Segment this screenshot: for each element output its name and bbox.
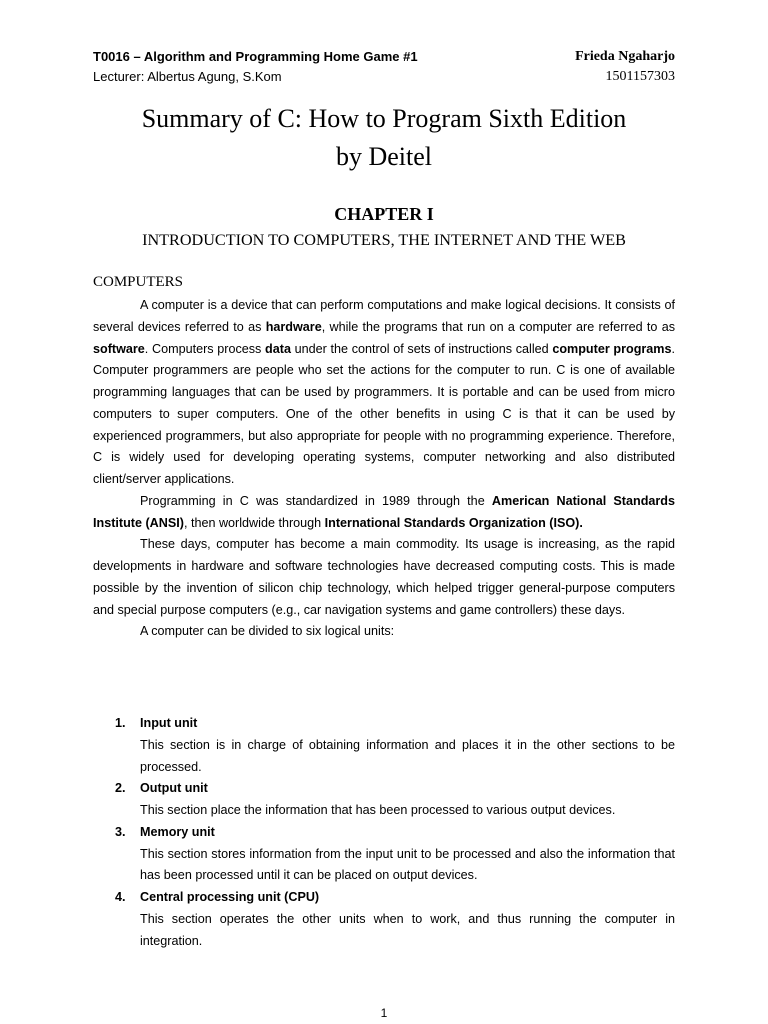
page-number: 1 — [380, 1006, 388, 1020]
body-text — [93, 295, 675, 643]
paragraph-3: These days, computer has become a main commodity. Its usage is increasing, as the rapid developments in hardware and software technologies have decreased computing costs. This is made possible by the invention of silicon chip technology, which helped trigger general-purpose computers and special purpose computers (e.g., car navigation systems and game controllers) these days. — [93, 537, 675, 617]
unit-name: Memory unit — [140, 824, 215, 839]
term-iso: International Standards Organization (ISO). — [324, 515, 583, 530]
unit-name: Central processing unit (CPU) — [140, 890, 320, 904]
unit-description: This section operates the other units when to work, and thus running the computer in integration. — [140, 911, 675, 948]
author-name: Frieda Ngaharjo — [575, 49, 675, 64]
term-ansi: American National Standards Institute (ANSI) — [93, 493, 675, 530]
logical-units-list — [93, 713, 675, 952]
title-line-1: Summary of C: How to Program Sixth Edition — [141, 104, 627, 133]
term-data: data — [265, 341, 291, 356]
paragraph-1: A computer is a device that can perform computations and make logical decisions. It consists of several devices referred to as hardware, while the programs that run on a computer are referred to as software. Computers process data under the control of sets of instructions called computer programs. Computer programmers are people who set the actions for the computer to run. C is one of available programming languages that can be used by programmers. It is portable and can be used from micro computers to super computers. One of the other benefits in using C is that it can be used by experienced programmers, but also appropriate for people with no programming experience. Therefore, C is widely used for developing operating systems, computer networking and also distributed client/server applications. — [93, 298, 676, 486]
list-number: 4. — [115, 890, 126, 904]
list-item — [93, 713, 675, 778]
chapter-heading: CHAPTER I — [334, 204, 434, 224]
list-item — [93, 778, 675, 822]
title-line-2: by Deitel — [335, 142, 433, 171]
list-number: 2. — [115, 781, 126, 796]
unit-description: This section place the information that has been processed to various output devices. — [140, 803, 616, 817]
paragraph-4: A computer can be divided to six logical units: — [140, 624, 395, 639]
list-item — [93, 887, 675, 952]
term-hardware: hardware — [265, 319, 322, 334]
list-item — [93, 822, 675, 887]
section-heading: COMPUTERS — [93, 274, 184, 290]
term-computer-programs: computer programs — [552, 341, 672, 356]
paragraph-2: Programming in C was standardized in 1989 through the American National Standards Institute (ANSI), then worldwide through International Standards Organization (ISO). — [93, 493, 675, 530]
unit-description: This section is in charge of obtaining information and places it in the other sections to be processed. — [140, 737, 675, 774]
chapter-subtitle: INTRODUCTION TO COMPUTERS, THE INTERNET AND THE WEB — [142, 231, 626, 249]
unit-description: This section stores information from the input unit to be processed and also the information that has been processed until it can be placed on output devices. — [140, 846, 675, 883]
student-id: 1501157303 — [605, 69, 675, 84]
course-title: T0016 – Algorithm and Programming Home Game #1 — [93, 49, 418, 64]
document-title — [93, 100, 675, 176]
unit-name: Input unit — [140, 716, 198, 730]
lecturer-name: Lecturer: Albertus Agung, S.Kom — [93, 69, 282, 84]
list-number: 1. — [115, 716, 126, 730]
unit-name: Output unit — [140, 781, 208, 796]
term-software: software — [93, 341, 145, 356]
list-number: 3. — [115, 824, 126, 839]
